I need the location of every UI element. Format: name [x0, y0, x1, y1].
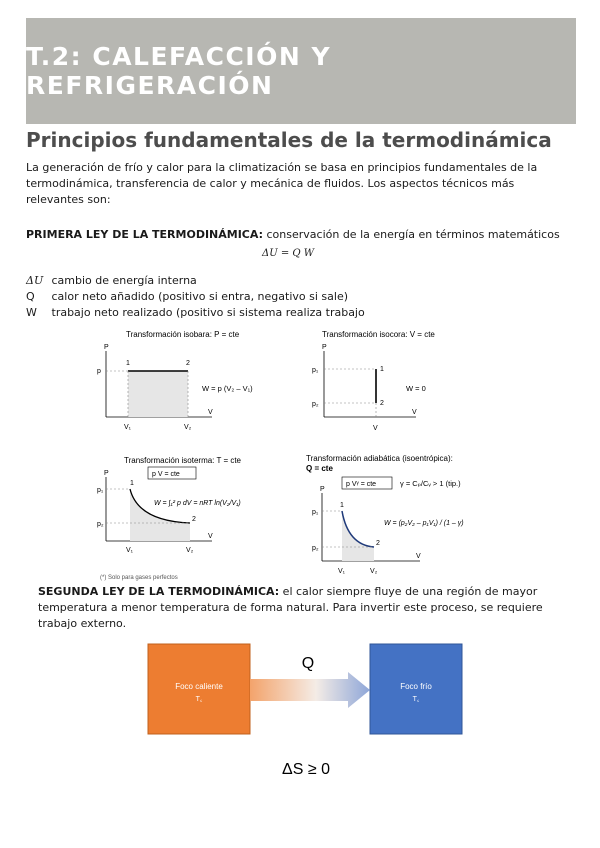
point-1-label: 1 [380, 366, 384, 373]
adiabatic-diagram [306, 454, 464, 575]
isothermal-box-text: p V = cte [152, 471, 180, 478]
isothermal-footnote: (*) Solo para gases perfectos [100, 575, 178, 581]
heat-flow-diagram [130, 632, 550, 782]
definition-symbol: Q [26, 290, 35, 303]
p2-label: p₂ [312, 401, 319, 408]
isochoric-diagram [312, 330, 435, 432]
v1-label: V₁ [124, 424, 132, 431]
definition-symbol: ΔU [26, 274, 44, 287]
axis-p-label: P [104, 470, 109, 477]
gamma-text: γ = Cₚ/Cᵥ > 1 (tip.) [400, 479, 461, 488]
axis-p-label: P [320, 486, 325, 493]
heat-flow-arrow [250, 672, 370, 708]
axis-v-label: V [412, 409, 417, 416]
work-area [128, 371, 188, 417]
isobaric-formula: W = p (V₂ – V₁) [202, 384, 253, 393]
adiabatic-formula: W = (p₂V₂ – p₁V₁) / (1 – γ) [384, 520, 464, 527]
first-law-line [26, 228, 560, 241]
v-label: V [373, 425, 378, 432]
title-banner [26, 18, 576, 124]
p2-label: p₂ [312, 545, 319, 552]
work-area [130, 489, 190, 541]
adiabatic-title: Transformación adiabática (isoentrópica): [306, 454, 453, 463]
entropy-label: ΔS ≥ 0 [282, 761, 330, 778]
definition-text: trabajo neto realizado (positivo si sistema realiza trabajo [51, 306, 365, 319]
definitions-list [26, 273, 365, 321]
definition-item [26, 273, 365, 289]
isobaric-title: Transformación isobara: P = cte [126, 330, 240, 339]
second-law-text: el calor siempre fluye de una región de mayor temperatura a menor temperatura de forma natural. Para invertir este proceso, se requiere trabajo externo. [38, 585, 543, 630]
isobaric-diagram [97, 330, 253, 431]
definition-item [26, 289, 365, 305]
point-1-label: 1 [126, 360, 130, 367]
first-law-label: PRIMERA LEY DE LA TERMODINÁMICA: [26, 228, 263, 241]
isochoric-formula: W = 0 [406, 384, 426, 393]
adiabatic-subtitle: Q = cte [306, 464, 333, 473]
p2-label: p₂ [97, 521, 104, 528]
first-law-text: conservación de la energía en términos matemáticos [263, 228, 560, 241]
p1-label: p₁ [312, 509, 319, 516]
definition-text: calor neto añadido (positivo si entra, negativo si sale) [51, 290, 349, 303]
axis-p-label: P [104, 344, 109, 351]
axis-p-label: P [322, 344, 327, 351]
intro-paragraph: La generación de frío y calor para la climatización se basa en principios fundamentales de la termodinámica, transferencia de calor y mecánica de fluidos. Los aspectos técnicos más relevantes son: [26, 161, 538, 206]
point-1-label: 1 [340, 502, 344, 509]
adiabatic-box-text: p Vᵞ = cte [346, 481, 377, 488]
isothermal-diagram [97, 456, 242, 581]
section-title: Principios fundamentales de la termodinámica [26, 128, 552, 152]
v2-label: V₂ [184, 424, 192, 431]
p-label: p [97, 368, 101, 375]
v1-label: V₁ [126, 547, 134, 554]
axis-v-label: V [208, 409, 213, 416]
hot-focus-label: Foco caliente [175, 682, 223, 691]
axis-v-label: V [416, 553, 421, 560]
definition-symbol: W [26, 306, 37, 319]
heat-q-label: Q [301, 655, 315, 672]
cold-focus-label: Foco frío [400, 682, 432, 691]
definition-text: cambio de energía interna [51, 274, 197, 287]
isothermal-formula: W = ∫₁² p dV = nRT ln(V₂/V₁) [154, 500, 241, 507]
p1-label: p₁ [97, 487, 104, 494]
point-2-label: 2 [376, 540, 380, 547]
v2-label: V₂ [370, 568, 378, 575]
work-area [342, 511, 374, 561]
point-2-label: 2 [380, 400, 384, 407]
second-law-label: SEGUNDA LEY DE LA TERMODINÁMICA: [38, 585, 280, 598]
first-law-equation: ΔU = Q W [262, 248, 315, 259]
second-law-paragraph [38, 584, 548, 632]
axis-v-label: V [208, 533, 213, 540]
point-2-label: 2 [186, 360, 190, 367]
v1-label: V₁ [338, 568, 346, 575]
cold-focus-temp: T꜀ [412, 696, 420, 703]
hot-focus-temp: T꜀ [195, 696, 203, 703]
p1-label: p₁ [312, 367, 319, 374]
isothermal-title: Transformación isoterma: T = cte [124, 456, 242, 465]
definition-item [26, 305, 365, 321]
page-title: T.2: CALEFACCIÓN Y REFRIGERACIÓN [26, 42, 332, 100]
v2-label: V₂ [186, 547, 194, 554]
point-1-label: 1 [130, 480, 134, 487]
thermodynamic-processes-figure [94, 325, 514, 581]
point-2-label: 2 [192, 516, 196, 523]
isochoric-title: Transformación isocora: V = cte [322, 330, 435, 339]
